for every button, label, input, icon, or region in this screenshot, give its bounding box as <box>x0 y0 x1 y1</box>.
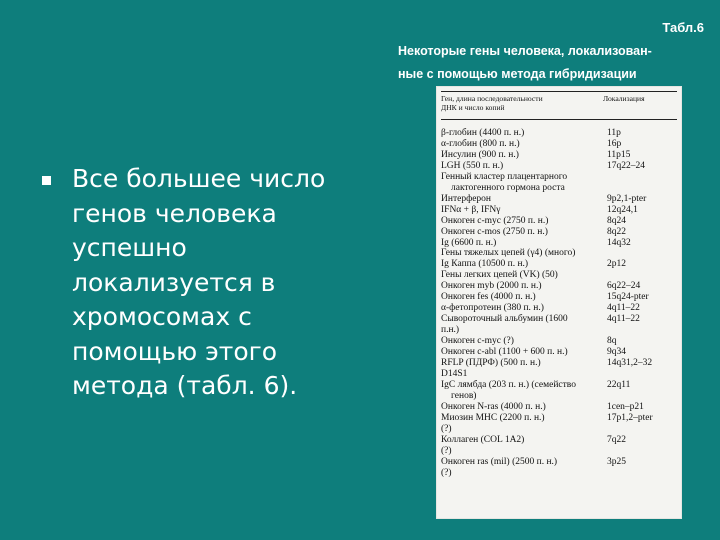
header-line: Ген, длина последовательности <box>441 94 543 103</box>
table-row <box>441 238 677 249</box>
gene-cell: Интерферон <box>441 193 492 204</box>
gene-cell: Гены тяжелых цепей (γ4) (много) <box>441 248 576 259</box>
location-cell <box>607 424 677 435</box>
gene-cell: D14S1 <box>441 368 468 379</box>
table-row <box>441 435 677 446</box>
gene-cell: Ig Каппа (10500 п. н.) <box>441 259 529 270</box>
location-cell: 14q31,2–32 <box>607 358 653 369</box>
table-number-label: Табл.6 <box>662 20 704 35</box>
table-row <box>441 194 677 205</box>
gene-cell: IFNα + β, IFNγ <box>441 204 501 215</box>
square-bullet-icon <box>42 176 51 185</box>
location-cell: 22q11 <box>607 379 631 390</box>
gene-cell: Онкоген ras (mil) (2500 п. н.) <box>441 456 558 467</box>
gene-cell: Онкоген myb (2000 п. н.) <box>441 281 542 292</box>
gene-cell: Генный кластер плацентарного <box>441 171 568 182</box>
table-row <box>441 150 677 161</box>
bullet-line: локализуется в <box>72 267 276 297</box>
table-row <box>441 380 677 391</box>
gene-cell: α-глобин (800 п. н.) <box>441 138 520 149</box>
location-cell: 14q32 <box>607 237 631 248</box>
location-cell <box>607 446 677 457</box>
table-row <box>441 205 677 216</box>
gene-cell: α-фетопротеин (380 п. н.) <box>441 303 544 314</box>
table-header-row <box>441 94 677 120</box>
location-cell: 15q24-pter <box>607 292 649 303</box>
table-row <box>441 336 677 347</box>
table-top-rule <box>441 91 677 92</box>
location-cell: 1cen–p21 <box>607 401 644 412</box>
table-row <box>441 457 677 468</box>
gene-cell: Сывороточный альбумин (1600 <box>441 314 568 325</box>
location-cell <box>607 270 677 281</box>
table-row <box>441 347 677 358</box>
table-row <box>441 161 677 172</box>
location-cell: 11p15 <box>607 149 631 160</box>
gene-cell: (?) <box>441 423 452 434</box>
table-row <box>441 128 677 139</box>
table-row <box>441 270 677 281</box>
scanned-table <box>437 87 681 518</box>
gene-cell: генов) <box>451 390 477 401</box>
table-row <box>441 325 677 336</box>
table-row <box>441 172 677 183</box>
gene-cell: LGH (550 п. н.) <box>441 160 504 171</box>
gene-cell: IgC лямбда (203 п. н.) (семейство <box>441 379 576 390</box>
gene-cell: Онкоген c-myc (?) <box>441 336 514 347</box>
gene-cell: β-глобин (4400 п. н.) <box>441 128 525 138</box>
caption-line: ные с помощью метода гибридизации <box>398 67 637 81</box>
bullet-line: успешно <box>72 233 187 262</box>
table-row <box>441 259 677 270</box>
table-row <box>441 303 677 314</box>
gene-cell: Ig (6600 п. н.) <box>441 237 497 248</box>
location-cell: 8q22 <box>607 226 626 237</box>
gene-cell: RFLP (ПДРФ) (500 п. н.) <box>441 358 541 369</box>
bullet-line: помощью этого <box>72 336 278 366</box>
location-cell: 12q24,1 <box>607 204 638 215</box>
table-row <box>441 292 677 303</box>
gene-cell: Онкоген c-myc (2750 п. н.) <box>441 215 549 226</box>
gene-cell: Онкоген fes (4000 п. н.) <box>441 292 536 303</box>
bullet-line: метода (табл. 6). <box>72 371 298 400</box>
location-cell <box>607 325 677 336</box>
location-cell: 3p25 <box>607 456 626 467</box>
bullet-line: Все большее число <box>72 164 326 193</box>
location-cell <box>607 369 677 380</box>
table-row <box>441 281 677 292</box>
table-row <box>441 183 677 194</box>
location-cell: 9q34 <box>607 347 626 358</box>
table-row <box>441 424 677 435</box>
location-cell: 17p1,2–pter <box>607 412 653 423</box>
location-cell <box>607 391 677 402</box>
gene-cell: Гены легких цепей (VK) (50) <box>441 270 558 281</box>
gene-cell: лактогенного гормона роста <box>451 182 565 193</box>
location-cell: 7q22 <box>607 434 626 445</box>
gene-cell: Онкоген c-mos (2750 п. н.) <box>441 226 548 237</box>
table-header-location: Локализация <box>603 94 645 103</box>
bullet-line: хромосомах с <box>72 302 252 331</box>
table-row <box>441 227 677 238</box>
table-row <box>441 216 677 227</box>
location-cell: 11p <box>607 128 621 138</box>
table-row <box>441 468 677 479</box>
caption-line: Некоторые гены человека, локализован- <box>398 44 652 58</box>
location-cell: 4q11–22 <box>607 314 640 325</box>
table-row <box>441 391 677 402</box>
location-cell: 16p <box>607 138 622 149</box>
table-row <box>441 369 677 380</box>
gene-cell: Онкоген N-ras (4000 п. н.) <box>441 401 546 412</box>
location-cell: 9p2,1-pter <box>607 193 647 204</box>
location-cell <box>607 172 677 183</box>
gene-cell: Онкоген c-abl (1100 + 600 п. н.) <box>441 347 568 358</box>
table-row <box>441 413 677 424</box>
location-cell: 6q22–24 <box>607 281 641 292</box>
gene-cell: (?) <box>441 467 452 478</box>
table-row <box>441 358 677 369</box>
gene-cell: Миозин МНС (2200 п. н.) <box>441 412 545 423</box>
table-row <box>441 139 677 150</box>
table-caption <box>398 40 708 86</box>
gene-cell: п.н.) <box>441 325 460 336</box>
location-cell: 2p12 <box>607 259 626 270</box>
header-line: ДНК и число копий <box>441 103 505 112</box>
gene-cell: (?) <box>441 445 452 456</box>
bullet-text <box>72 162 352 404</box>
table-row <box>441 314 677 325</box>
table-row <box>441 446 677 457</box>
location-cell <box>607 183 677 194</box>
location-cell: 17q22–24 <box>607 160 645 171</box>
gene-cell: Инсулин (900 п. н.) <box>441 149 519 160</box>
location-cell <box>607 468 677 479</box>
gene-cell: Коллаген (COL 1A2) <box>441 434 525 445</box>
location-cell: 8q <box>607 336 617 347</box>
location-cell: 8q24 <box>607 215 626 226</box>
bullet-line: генов человека <box>72 198 277 228</box>
table-row <box>441 248 677 259</box>
table-body <box>441 128 677 479</box>
location-cell <box>607 248 677 259</box>
table-row <box>441 402 677 413</box>
location-cell: 4q11–22 <box>607 303 640 314</box>
table-header-gene <box>441 94 601 116</box>
